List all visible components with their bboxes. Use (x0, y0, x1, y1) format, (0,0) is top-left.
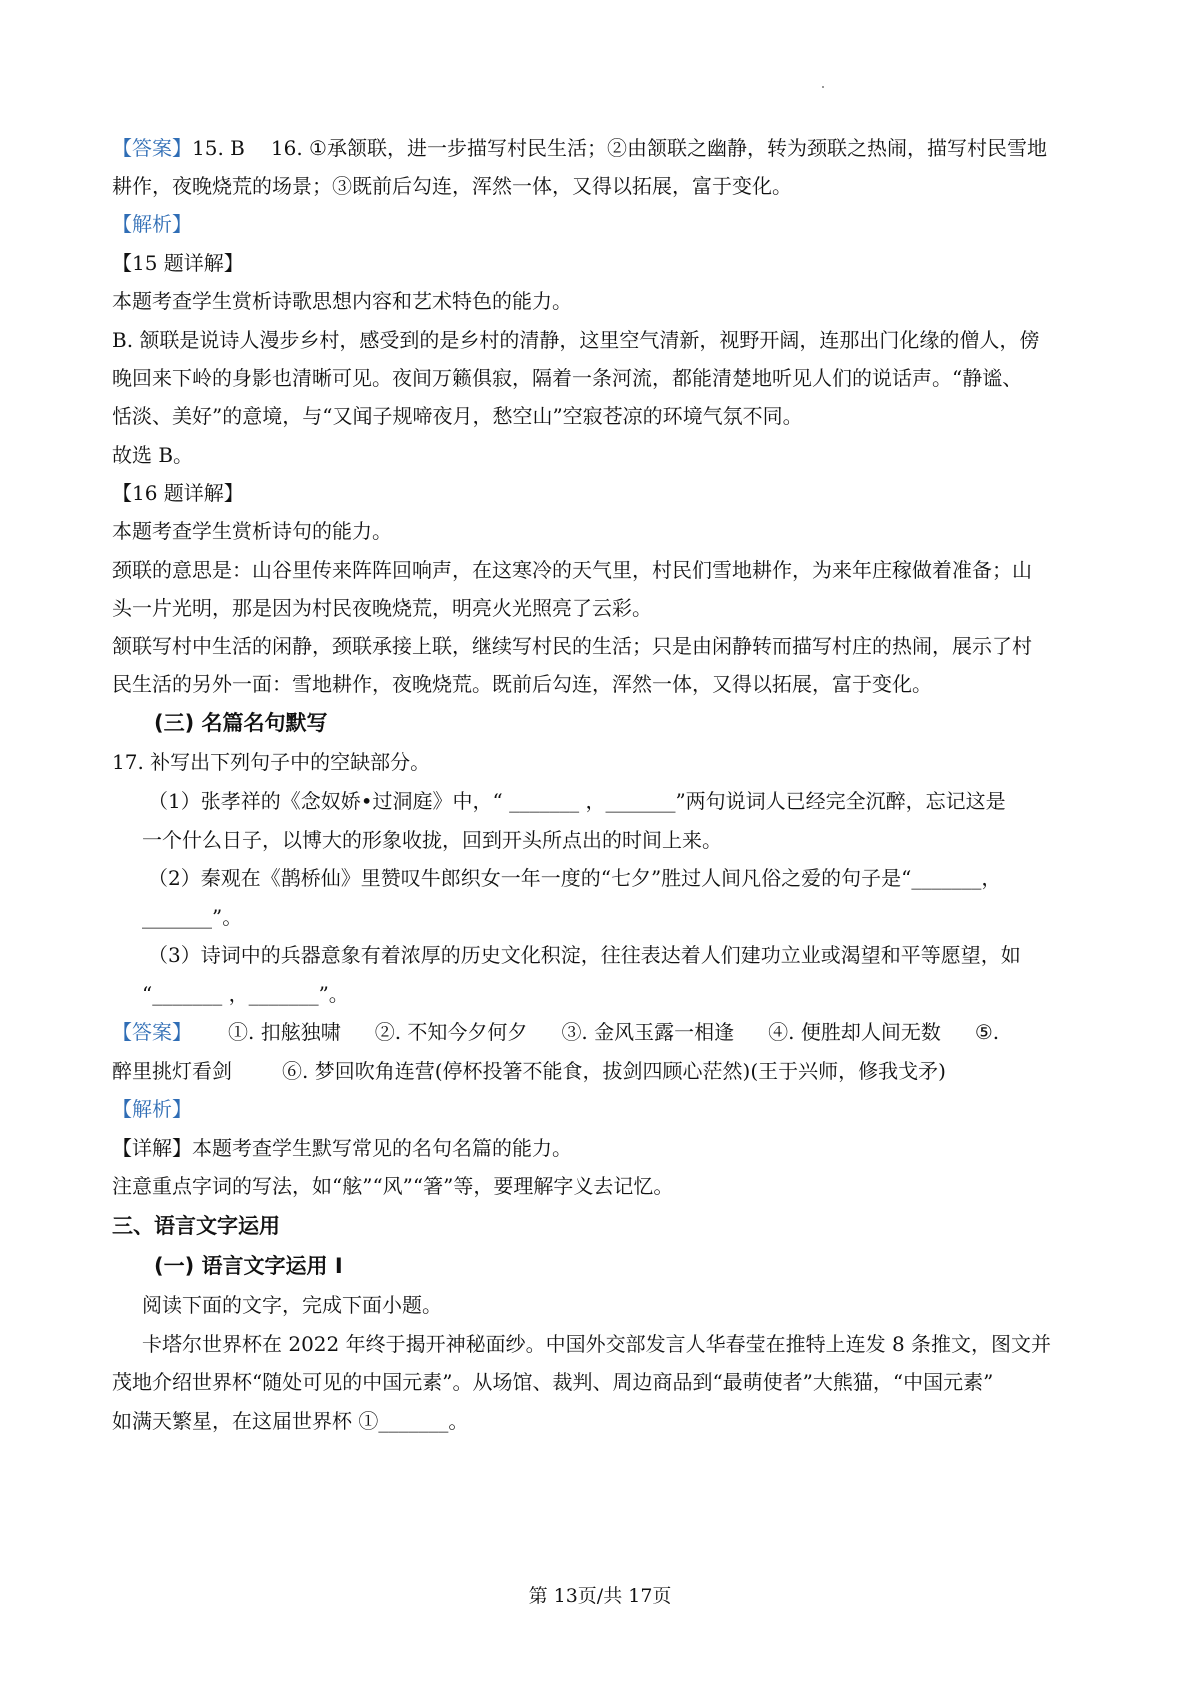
answer-item: ⑤. (974, 1020, 1000, 1044)
paragraph: 恬淡、美好”的意境，与“又闻子规啼夜月，愁空山”空寂苍凉的环境气氛不同。 (112, 404, 803, 428)
answer-17-line (112, 1018, 1102, 1046)
paragraph: 故选 B。 (112, 443, 194, 467)
paragraph: 晚回来下岭的身影也清晰可见。夜间万籁俱寂，隔着一条河流，都能清楚地听见人们的说话声。“静谧、 (112, 366, 1023, 390)
paragraph: 民生活的另外一面：雪地耕作，夜晚烧荒。既前后勾连，浑然一体，又得以拓展，富于变化。 (112, 672, 932, 696)
section-heading: (三) 名篇名句默写 (154, 711, 328, 735)
question-17-1-cont: 一个什么日子，以博大的形象收拢，回到开头所点出的时间上来。 (142, 828, 722, 852)
detail-16-heading: 【16 题详解】 (112, 481, 244, 505)
answer-item: 醉里挑灯看剑 (112, 1059, 232, 1083)
paragraph: 本题考查学生赏析诗歌思想内容和艺术特色的能力。 (112, 289, 572, 313)
paragraph: 颔联写村中生活的闲静，颈联承接上联，继续写村民的生活；只是由闲静转而描写村庄的热闹，展示了村 (112, 634, 1032, 658)
detail-line: 【详解】本题考查学生默写常见的名句名篇的能力。 (112, 1136, 572, 1160)
answer-tag: 【答案】 (112, 136, 192, 160)
answer-17-line-2 (112, 1057, 1102, 1085)
paragraph: 头一片光明，那是因为村民夜晚烧荒，明亮火光照亮了云彩。 (112, 596, 652, 620)
question-17-2: （2）秦观在《鹊桥仙》里赞叹牛郎织女一年一度的“七夕”胜过人间凡俗之爱的句子是“_______， (148, 866, 1002, 890)
answer-item: ⑥. 梦回吹角连营(停杯投箸不能食，拔剑四顾心茫然)(王于兴师，修我戈矛) (282, 1059, 946, 1083)
answer-16-cont: 耕作，夜晚烧荒的场景；③既前后勾连，浑然一体，又得以拓展，富于变化。 (112, 174, 792, 198)
paragraph: B. 颔联是说诗人漫步乡村，感受到的是乡村的清静，这里空气清新，视野开阔，连那出门化缘的僧人，傍 (112, 328, 1040, 352)
passage-line: 卡塔尔世界杯在 2022 年终于揭开神秘面纱。中国外交部发言人华春莹在推特上连发 8 条推文，图文并 (142, 1332, 1052, 1356)
paragraph: 本题考查学生赏析诗句的能力。 (112, 519, 392, 543)
answer-item: ③. 金风玉露一相逢 (561, 1020, 735, 1044)
instruction: 阅读下面的文字，完成下面小题。 (142, 1293, 442, 1317)
answer-tag: 【答案】 (112, 1020, 192, 1044)
detail-15-heading: 【15 题详解】 (112, 251, 244, 275)
question-17-2-cont: _______”。 (142, 905, 243, 929)
note-line: 注意重点字词的写法，如“舷”“风”“箸”等，要理解字义去记忆。 (112, 1174, 674, 1198)
question-17-1: （1）张孝祥的《念奴娇•过洞庭》中，“ _______ ，_______”两句说词人已经完全沉醉，忘记这是 (148, 789, 1006, 813)
subsection-heading: (一) 语言文字运用 I (154, 1254, 343, 1278)
analysis-tag: 【解析】 (112, 212, 192, 236)
answer-line-15-16 (112, 134, 1102, 162)
part-heading: 三、语言文字运用 (112, 1214, 280, 1238)
page-footer: 第 13页/共 17页 (528, 1585, 672, 1607)
passage-line: 如满天繁星，在这届世界杯 ①_______。 (112, 1409, 469, 1433)
question-17: 17. 补写出下列句子中的空缺部分。 (112, 750, 431, 774)
answer-15: 15. B (192, 136, 245, 160)
passage-line: 茂地介绍世界杯“随处可见的中国元素”。从场馆、裁判、周边商品到“最萌使者”大熊猫，“中国元素” (112, 1370, 994, 1394)
answer-item: ①. 扣舷独啸 (228, 1020, 341, 1044)
paragraph: 颈联的意思是：山谷里传来阵阵回响声，在这寒冷的天气里，村民们雪地耕作，为来年庄稼做着准备；山 (112, 558, 1032, 582)
analysis-tag: 【解析】 (112, 1097, 192, 1121)
answer-16: 16. ①承颔联，进一步描写村民生活；②由颔联之幽静，转为颈联之热闹，描写村民雪地 (270, 136, 1047, 160)
answer-item: ④. 便胜却人间无数 (768, 1020, 941, 1044)
scan-dot (822, 86, 824, 88)
question-17-3-cont: “_______ ，_______”。 (142, 982, 349, 1006)
question-17-3: （3）诗词中的兵器意象有着浓厚的历史文化积淀，往往表达着人们建功立业或渴望和平等愿望，如 (148, 943, 1021, 967)
answer-item: ②. 不知今夕何夕 (374, 1020, 528, 1044)
